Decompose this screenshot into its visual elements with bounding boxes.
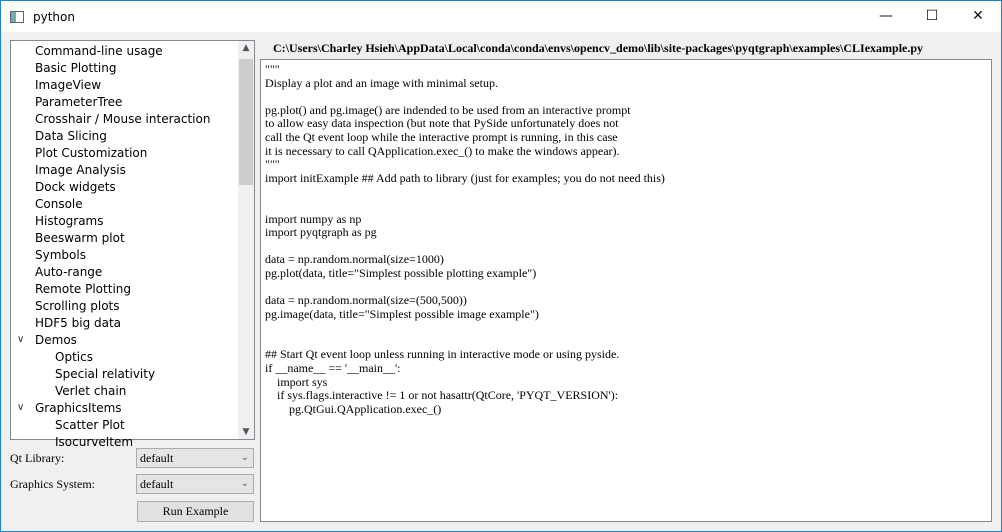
tree-item[interactable]: Beeswarm plot (35, 231, 125, 245)
tree-item[interactable]: Crosshair / Mouse interaction (35, 112, 211, 126)
chevron-down-icon: ⌄ (240, 452, 249, 463)
tree-item[interactable]: Command-line usage (35, 44, 163, 58)
title-bar (1, 1, 1001, 32)
tree-scrollbar[interactable] (238, 41, 254, 439)
tree-item[interactable]: Verlet chain (55, 384, 127, 398)
tree-item[interactable]: Demos (35, 333, 77, 347)
scrollbar-thumb[interactable] (239, 59, 253, 185)
window-title: python (33, 9, 75, 24)
tree-item[interactable]: Optics (55, 350, 93, 364)
graphics-system-select[interactable] (136, 474, 254, 494)
minimize-button[interactable]: — (879, 8, 893, 24)
tree-item[interactable]: Remote Plotting (35, 282, 131, 296)
tree-item[interactable]: Image Analysis (35, 163, 126, 177)
tree-item[interactable]: IsocurveItem (55, 435, 134, 449)
tree-item[interactable]: Plot Customization (35, 146, 148, 160)
close-button[interactable]: ✕ (972, 8, 984, 24)
file-path: C:\Users\Charley Hsieh\AppData\Local\conda\conda\envs\opencv_demo\lib\site-packages\pyqtgraph\examples\CLIexample.py (273, 41, 924, 55)
tree-item[interactable]: Dock widgets (35, 180, 116, 194)
app-icon (10, 11, 24, 23)
expand-chevron-icon[interactable]: ∨ (17, 402, 25, 413)
tree-item[interactable]: Console (35, 197, 83, 211)
tree-item[interactable]: ImageView (35, 78, 102, 92)
tree-item[interactable]: HDF5 big data (35, 316, 122, 330)
tree-item[interactable]: Scrolling plots (35, 299, 120, 313)
tree-item[interactable]: Data Slicing (35, 129, 107, 143)
tree-item[interactable]: Special relativity (55, 367, 156, 381)
tree-item[interactable]: Symbols (35, 248, 86, 262)
tree-item[interactable]: Scatter Plot (55, 418, 125, 432)
graphics-system-value: default (140, 477, 174, 491)
graphics-system-label: Graphics System: (10, 477, 95, 491)
scroll-down-icon[interactable]: ▼ (242, 427, 250, 437)
examples-tree[interactable] (10, 40, 255, 449)
expand-chevron-icon[interactable]: ∨ (17, 334, 25, 345)
maximize-button[interactable]: ☐ (925, 8, 939, 24)
tree-item[interactable]: Histograms (35, 214, 104, 228)
scroll-up-icon[interactable]: ▲ (242, 43, 250, 53)
tree-item[interactable]: GraphicsItems (35, 401, 122, 415)
code-editor[interactable]: """ Display a plot and an image with minimal setup. pg.plot() and pg.image() are indended to be used from an interactive prompt to allow easy data inspection (but note that PySide unfortunately does not call the Qt event loop while the interactive prompt is running, in this case it is necessary to call QApplication.exec_() to make the windows appear). """ import initExample ## Add path to library (just for examples; you do not need this) import numpy as np import pyqtgraph as pg data = np.random.normal(size=1000) pg.plot(data, title="Simplest possible plotting example") data = np.random.normal(size=(500,500)) pg.image(data, title="Simplest possible image example") ## Start Qt event loop unless running in interactive mode or using pyside. if __name__ == '__main__': import sys if sys.flags.interactive != 1 or not hasattr(QtCore, 'PYQT_VERSION'): pg.QtGui.QApplication.exec_() (260, 59, 992, 522)
qt-library-select[interactable] (136, 448, 254, 468)
qt-library-label: Qt Library: (10, 451, 65, 465)
tree-item[interactable]: ParameterTree (35, 95, 123, 109)
tree-item[interactable]: Basic Plotting (35, 61, 117, 75)
run-example-button[interactable]: Run Example (137, 501, 254, 522)
qt-library-value: default (140, 451, 174, 465)
chevron-down-icon: ⌄ (240, 478, 249, 489)
tree-item[interactable]: Auto-range (35, 265, 103, 279)
